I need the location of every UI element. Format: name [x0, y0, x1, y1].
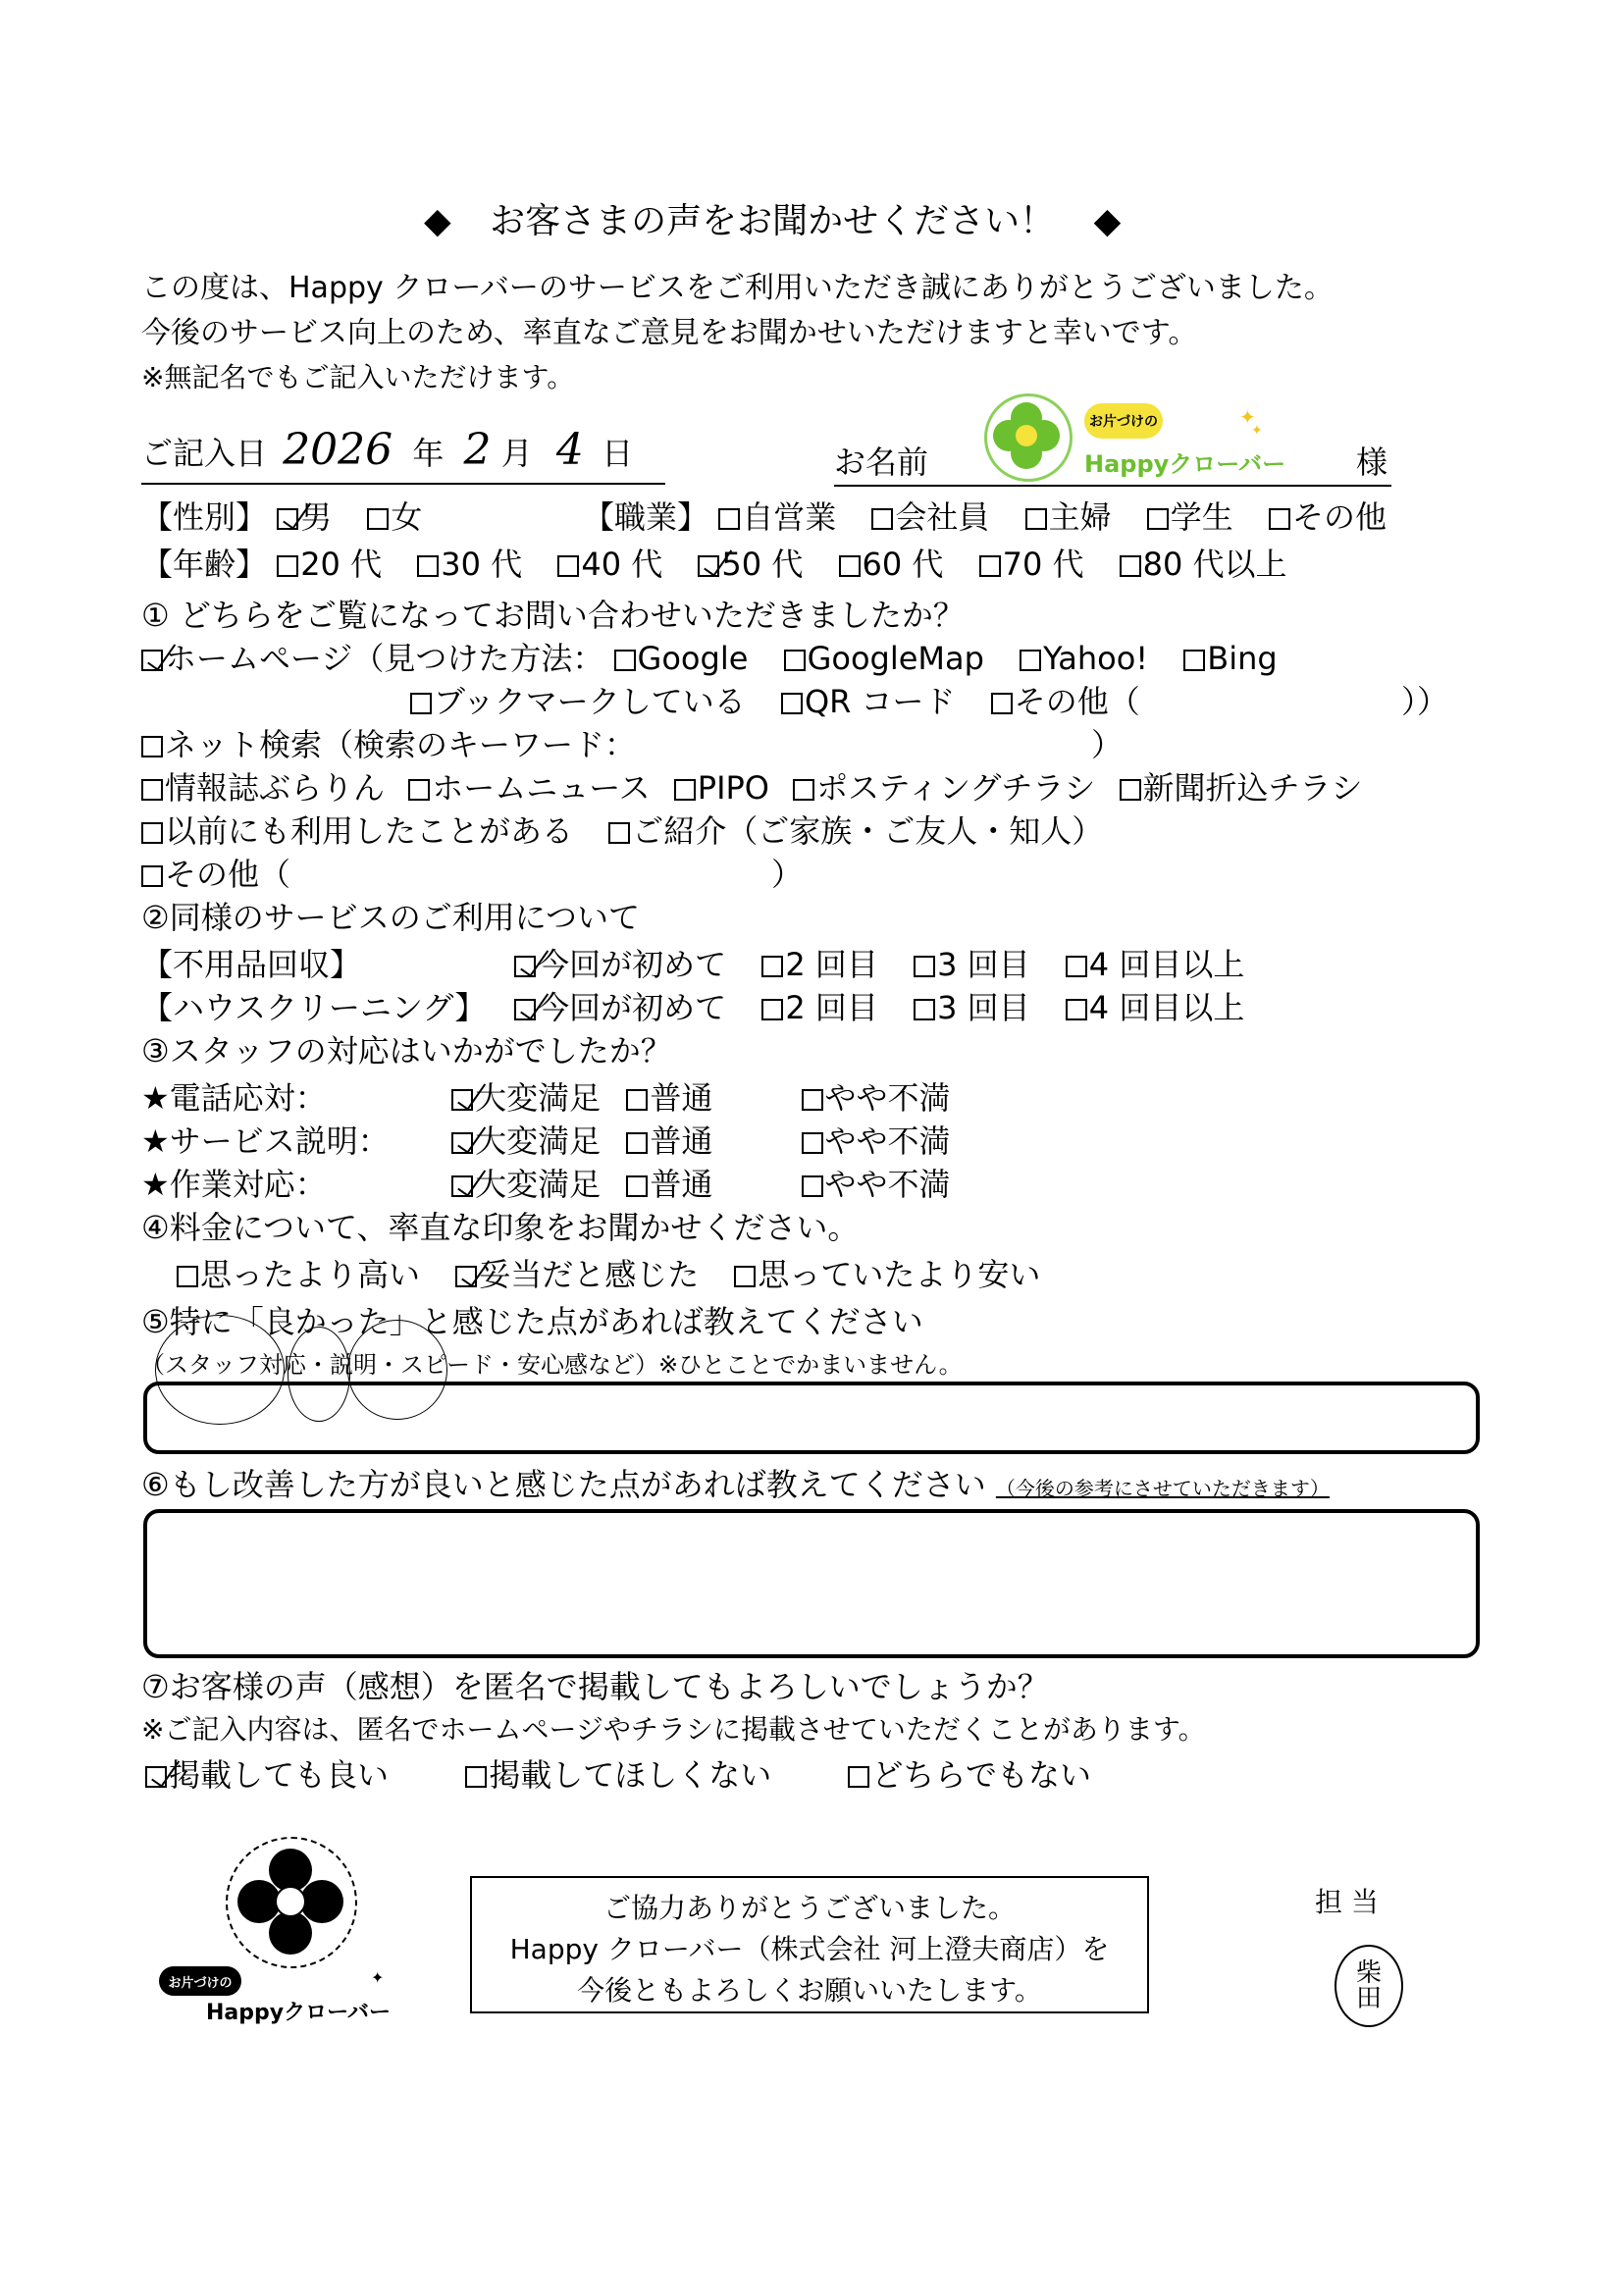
- checkbox[interactable]: [871, 508, 893, 530]
- diamond-icon: ◆: [424, 201, 451, 241]
- checkbox[interactable]: [848, 1766, 869, 1788]
- age-label: 【年齢】: [141, 546, 268, 583]
- checkbox[interactable]: [557, 555, 579, 577]
- row-label: ★電話応対：: [141, 1079, 327, 1117]
- row-label: 【不用品回収】: [141, 946, 362, 983]
- rating-option[interactable]: 大変満足: [451, 1079, 589, 1117]
- q6-answer-box[interactable]: [143, 1509, 1480, 1658]
- name-label: お名前: [834, 444, 929, 481]
- form-title-row: [424, 200, 1121, 243]
- logo-brand-text: Happyクローバー: [206, 2001, 391, 2025]
- usage-option[interactable]: 今回が初めて: [514, 989, 726, 1026]
- gender-row: [141, 498, 447, 536]
- occupation-option[interactable]: 会社員: [871, 498, 989, 536]
- media-option[interactable]: 情報誌ぶらりん: [141, 769, 385, 807]
- occupation-option[interactable]: 学生: [1147, 498, 1233, 536]
- rating-option[interactable]: やや不満: [802, 1122, 951, 1160]
- checkbox[interactable]: [626, 1175, 648, 1197]
- checkbox[interactable]: [451, 1089, 473, 1111]
- checkbox[interactable]: [793, 779, 814, 801]
- checkbox[interactable]: [1269, 508, 1290, 530]
- smiley-face-icon: [275, 1886, 306, 1917]
- year-label: 年: [412, 435, 445, 472]
- method-option-bookmark[interactable]: ブックマークしている: [410, 683, 746, 720]
- thanks-line-3: 今後ともよろしくお願いいたします。: [577, 1974, 1042, 2007]
- checkbox[interactable]: [991, 693, 1013, 714]
- checkbox[interactable]: [914, 956, 935, 977]
- usage-option[interactable]: 4 回目以上: [1066, 989, 1245, 1026]
- checkbox[interactable]: [145, 1766, 167, 1788]
- checkbox[interactable]: [802, 1089, 823, 1111]
- occupation-option[interactable]: 自営業: [718, 498, 836, 536]
- q5-hint: （スタッフ対応・説明・スピード・安心感など）※ひとことでかまいません。: [141, 1351, 963, 1379]
- page-title: お客さまの声をお聞かせください！: [490, 201, 1056, 241]
- method-option-yahoo[interactable]: Yahoo!: [1020, 640, 1148, 677]
- media-option[interactable]: 新聞折込チラシ: [1120, 769, 1363, 807]
- occupation-label: 【職業】: [583, 498, 709, 536]
- q5-title: ⑤特に「良かった」と感じた点があれば教えてください: [141, 1303, 923, 1340]
- q2-row-junk-removal: [141, 946, 1270, 983]
- checkbox[interactable]: [141, 736, 163, 757]
- checkbox[interactable]: [802, 1132, 823, 1154]
- q1-homepage-close: ））: [1401, 683, 1449, 720]
- q1-homepage-row-2: [410, 683, 1140, 720]
- checkbox[interactable]: [367, 508, 389, 530]
- gender-label: 【性別】: [141, 498, 268, 536]
- checkbox[interactable]: [410, 693, 432, 714]
- usage-option[interactable]: 3 回目: [914, 989, 1030, 1026]
- method-option-qr[interactable]: QR コード: [781, 683, 956, 720]
- method-option-googlemap[interactable]: GoogleMap: [784, 640, 984, 677]
- q1-homepage-row: [141, 640, 1303, 677]
- handwritten-circle-explanation: [288, 1327, 350, 1422]
- company-logo: [976, 386, 1290, 484]
- checkbox[interactable]: [277, 555, 298, 577]
- sparkle-icon: ✦: [1251, 423, 1263, 439]
- price-option[interactable]: 思ったより高い: [177, 1256, 420, 1293]
- checkbox[interactable]: [141, 865, 163, 887]
- method-option-google[interactable]: Google: [614, 640, 749, 677]
- checkbox[interactable]: [761, 956, 783, 977]
- checkbox[interactable]: [718, 508, 740, 530]
- checkbox[interactable]: [141, 779, 163, 801]
- checkbox[interactable]: [979, 555, 1001, 577]
- publish-option[interactable]: 掲載してほしくない: [465, 1756, 771, 1794]
- rating-option[interactable]: やや不満: [802, 1079, 951, 1117]
- previous-use-option[interactable]: 以前にも利用したことがある: [141, 812, 573, 850]
- footer-logo: [147, 1823, 402, 2029]
- q6-title: ⑥もし改善した方が良いと感じた点があれば教えてください: [141, 1466, 986, 1503]
- month-value[interactable]: 2: [463, 425, 492, 475]
- price-option[interactable]: 妥当だと感じた: [455, 1256, 699, 1293]
- checkbox[interactable]: [514, 956, 536, 977]
- staff-label: 担 当: [1315, 1886, 1379, 1918]
- intro-line-3: ※無記名でもご記入いただけます。: [141, 361, 575, 393]
- checkbox[interactable]: [408, 779, 430, 801]
- q4-options-row: [177, 1256, 1066, 1293]
- checkbox[interactable]: [626, 1132, 648, 1154]
- checkbox[interactable]: [1020, 650, 1041, 671]
- method-option-other[interactable]: その他（: [991, 683, 1140, 720]
- thanks-line-2: Happy クローバー（株式会社 河上澄夫商店）を: [509, 1933, 1110, 1965]
- rating-option[interactable]: 普通: [626, 1166, 763, 1203]
- checkbox[interactable]: [734, 1266, 756, 1287]
- q3-row-phone: [141, 1079, 976, 1117]
- gender-female-option[interactable]: 女: [367, 498, 422, 536]
- occupation-option[interactable]: 主婦: [1025, 498, 1112, 536]
- usage-option[interactable]: 2 回目: [761, 989, 878, 1026]
- checkbox[interactable]: [1183, 650, 1205, 671]
- net-search-close: ）: [1091, 726, 1124, 763]
- usage-option[interactable]: 今回が初めて: [514, 946, 726, 983]
- checkbox[interactable]: [277, 508, 298, 530]
- checkbox[interactable]: [802, 1175, 823, 1197]
- row-label: ★作業対応：: [141, 1166, 327, 1203]
- occupation-row: [583, 498, 1387, 536]
- net-search-option[interactable]: ネット検索（検索のキーワード：: [141, 726, 636, 763]
- rating-option[interactable]: 大変満足: [451, 1122, 589, 1160]
- checkbox[interactable]: [1066, 999, 1087, 1020]
- clover-icon: [226, 1837, 357, 1968]
- diamond-icon: ◆: [1093, 201, 1122, 241]
- rating-option[interactable]: 普通: [626, 1079, 763, 1117]
- age-option[interactable]: 40 代: [557, 546, 662, 583]
- handwritten-circle-staff: [155, 1315, 285, 1425]
- sparkle-icon: ✦: [371, 1968, 385, 1987]
- q2-title: ②同様のサービスのご利用について: [141, 899, 641, 936]
- checkbox[interactable]: [614, 650, 636, 671]
- age-option[interactable]: 80 代以上: [1120, 546, 1287, 583]
- age-row: [141, 546, 1287, 583]
- usage-option[interactable]: 4 回目以上: [1066, 946, 1245, 983]
- age-option[interactable]: 30 代: [417, 546, 522, 583]
- referral-option[interactable]: ご紹介（ご家族・ご友人・知人）: [608, 812, 1103, 850]
- q7-title: ⑦お客様の声（感想）を匿名で掲載してもよろしいでしょうか？: [141, 1668, 1049, 1705]
- checkbox[interactable]: [451, 1132, 473, 1154]
- gender-male-option[interactable]: 男: [277, 498, 332, 536]
- checkbox[interactable]: [141, 650, 163, 671]
- day-value[interactable]: 4: [555, 425, 584, 475]
- thanks-line-1: ご協力ありがとうございました。: [602, 1892, 1016, 1924]
- media-option[interactable]: ポスティングチラシ: [793, 769, 1095, 807]
- checkbox[interactable]: [781, 693, 803, 714]
- media-option[interactable]: ホームニュース: [408, 769, 650, 807]
- q1-other-row: [141, 812, 1128, 850]
- rating-option[interactable]: 普通: [626, 1122, 763, 1160]
- handwritten-circle-speed: [347, 1320, 447, 1420]
- sparkle-icon: ✦: [1239, 405, 1256, 429]
- checkbox[interactable]: [784, 650, 806, 671]
- checkbox[interactable]: [839, 555, 861, 577]
- q3-row-work: [141, 1166, 976, 1203]
- checkbox[interactable]: [1120, 555, 1141, 577]
- q1-other-close: ）: [771, 856, 804, 893]
- q7-options-row: [145, 1756, 1117, 1794]
- staff-seal-stamp: 柴 田: [1335, 1945, 1403, 2027]
- checkbox[interactable]: [451, 1175, 473, 1197]
- checkbox[interactable]: [177, 1266, 198, 1287]
- checkbox[interactable]: [514, 999, 536, 1020]
- checkbox[interactable]: [455, 1266, 477, 1287]
- checkbox[interactable]: [465, 1766, 487, 1788]
- checkbox[interactable]: [1147, 508, 1169, 530]
- q7-note: ※ご記入内容は、匿名でホームページやチラシに掲載させていただくことがあります。: [141, 1713, 1206, 1746]
- q2-row-house-cleaning: [141, 989, 1270, 1026]
- logo-brand-text: Happyクローバー: [1084, 450, 1286, 478]
- usage-option[interactable]: 3 回目: [914, 946, 1030, 983]
- checkbox[interactable]: [1066, 956, 1087, 977]
- row-label: 【ハウスクリーニング】: [141, 989, 487, 1026]
- age-option[interactable]: 60 代: [839, 546, 944, 583]
- year-value[interactable]: 2026: [283, 425, 393, 475]
- method-option-bing[interactable]: Bing: [1183, 640, 1277, 677]
- row-label: ★サービス説明：: [141, 1122, 390, 1160]
- thanks-message-box: [470, 1876, 1149, 2013]
- name-suffix: 様: [1355, 444, 1387, 481]
- smiley-face-icon: [1016, 425, 1037, 446]
- occupation-option[interactable]: その他: [1269, 498, 1387, 536]
- checkbox[interactable]: [626, 1089, 648, 1111]
- checkbox[interactable]: [698, 555, 719, 577]
- entry-date-field[interactable]: [141, 425, 665, 485]
- media-option[interactable]: PIPO: [674, 769, 769, 807]
- checkbox[interactable]: [608, 822, 630, 844]
- date-label: ご記入日: [141, 435, 268, 472]
- age-option[interactable]: 70 代: [979, 546, 1084, 583]
- q6-note: （今後の参考にさせていただきます）: [995, 1477, 1330, 1500]
- checkbox[interactable]: [1025, 508, 1047, 530]
- rating-option[interactable]: やや不満: [802, 1166, 951, 1203]
- q4-title: ④料金について、率直な印象をお聞かせください。: [141, 1209, 860, 1246]
- q3-row-explanation: [141, 1122, 976, 1160]
- age-option[interactable]: 20 代: [277, 546, 382, 583]
- rating-option[interactable]: 大変満足: [451, 1166, 589, 1203]
- publish-option[interactable]: どちらでもない: [848, 1756, 1091, 1794]
- age-option[interactable]: 50 代: [698, 546, 803, 583]
- checkbox[interactable]: [914, 999, 935, 1020]
- checkbox[interactable]: [417, 555, 439, 577]
- q1-media-row: [141, 769, 1363, 807]
- q1-title: ① どちらをご覧になってお問い合わせいただきましたか？: [141, 597, 965, 634]
- homepage-option[interactable]: ホームページ（見つけた方法：: [141, 640, 603, 677]
- q1-other-option[interactable]: その他（: [141, 856, 290, 893]
- checkbox[interactable]: [1120, 779, 1141, 801]
- checkbox[interactable]: [674, 779, 696, 801]
- publish-option[interactable]: 掲載しても良い: [145, 1756, 389, 1794]
- intro-line-2: 今後のサービス向上のため、率直なご意見をお聞かせいただけますと幸いです。: [141, 316, 1198, 350]
- checkbox[interactable]: [761, 999, 783, 1020]
- month-label: 月: [500, 435, 533, 472]
- clover-icon: [984, 393, 1073, 482]
- logo-speech-bubble: お片づけの: [1084, 403, 1163, 439]
- q6-title-row: [141, 1466, 1330, 1503]
- q3-title: ③スタッフの対応はいかがでしたか？: [141, 1032, 672, 1070]
- price-option[interactable]: 思っていたより安い: [734, 1256, 1040, 1293]
- checkbox[interactable]: [141, 822, 163, 844]
- usage-option[interactable]: 2 回目: [761, 946, 878, 983]
- day-label: 日: [602, 435, 634, 472]
- logo-speech-bubble: お片づけの: [159, 1966, 241, 1996]
- intro-line-1: この度は、Happy クローバーのサービスをご利用いただき誠にありがとうございました。: [141, 271, 1334, 305]
